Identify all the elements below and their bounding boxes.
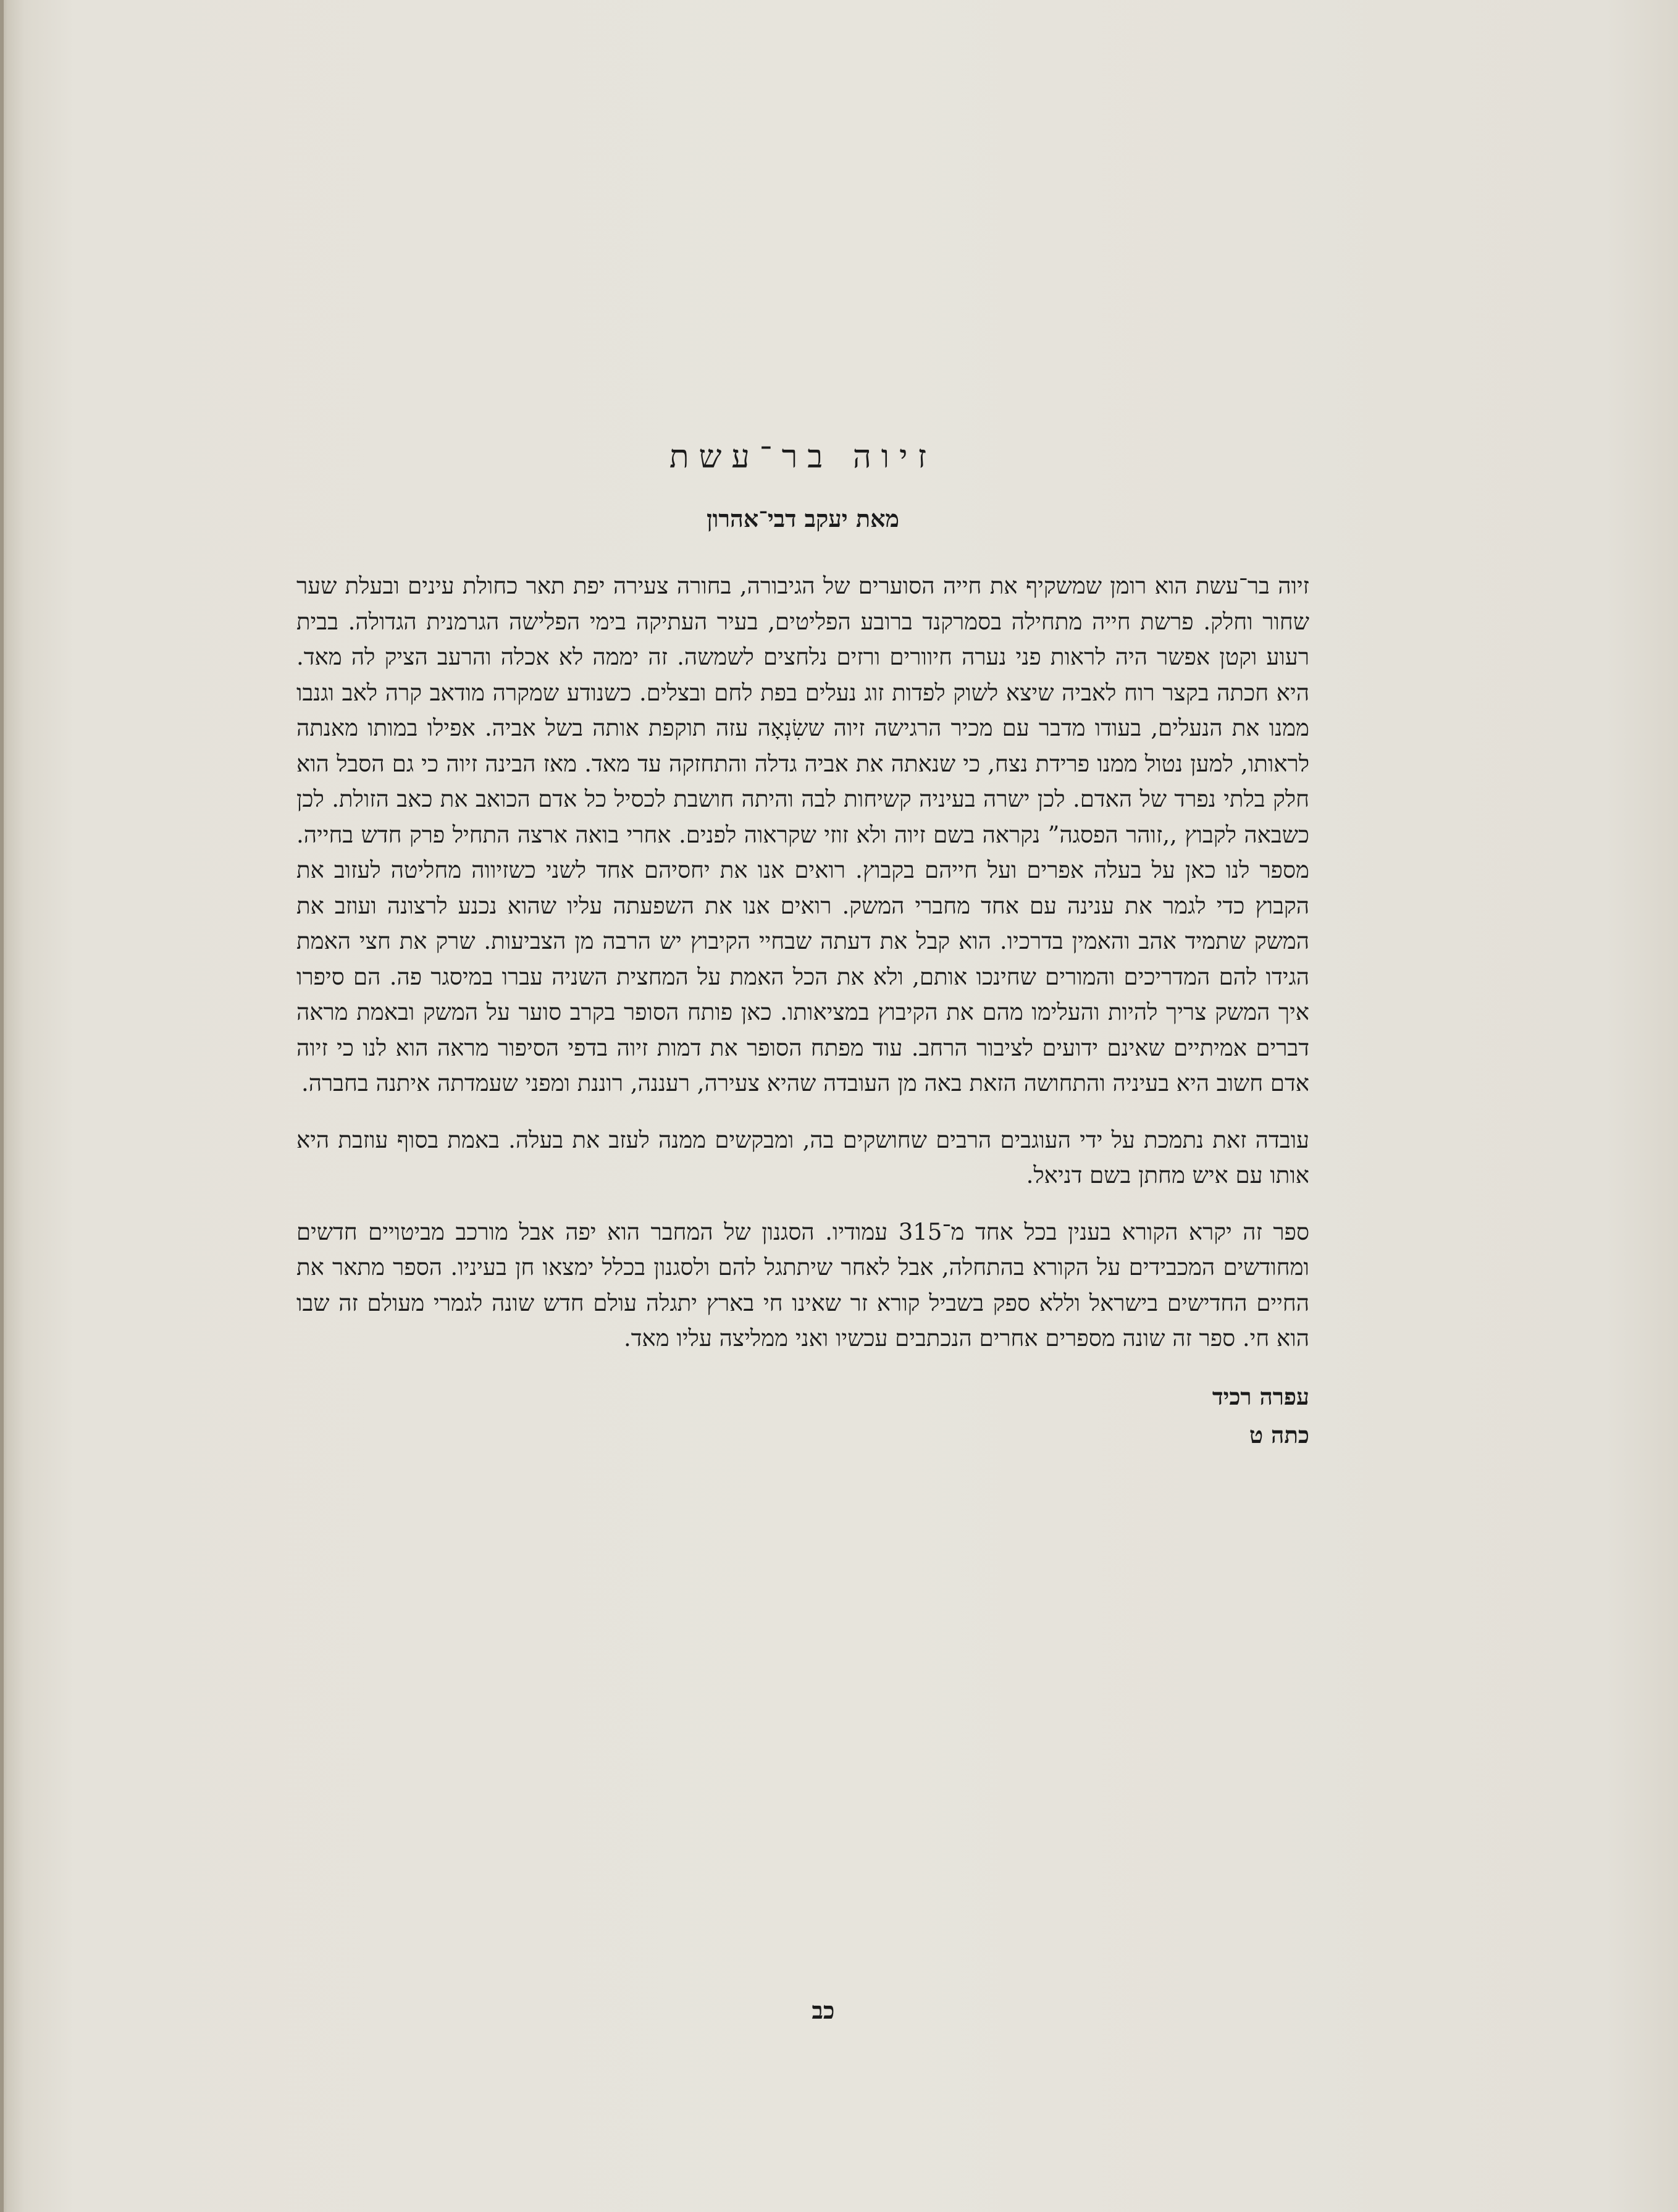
article-paragraph-1: זיוה בר־עשת הוא רומן שמשקיף את חייה הסוערים של הגיבורה, בחורה צעירה יפת תאר כחולת עינים ובעלת שער שחור וחלק. פרשת חייה מתחילה בסמרקנד ברובע הפליטים, בעיר העתיקה בימי הפלישה הגרמנית הגדולה. בבית רעוע וקטן אפשר היה לראות פני נערה חיוורים ורזים נלחצים לשמשה. זה יממה לא אכלה והרעב הציק לה מאד. היא חכתה בקצר רוח לאביה שיצא לשוק לפדות זוג נעלים בפת לחם ובצלים. כשנודע שמקרה מודאב קרה לאב וגנבו ממנו את הנעלים, בעודו מדבר עם מכיר הרגישה זיוה ששִׂנְאָה עזה תוקפת אותה בשל אביה. אפילו במותו מאנתה לראותו, למען נטול ממנו פרידת נצח, כי שנאתה את אביה גדלה והתחזקה עד מאד. מאז הבינה זיוה כי גם הסבל הוא חלק בלתי נפרד של האדם. לכן ישרה בעיניה קשיחות לבה והיתה חושבת לכסיל כל אדם הכואב את כאב הזולת. לכן כשבאה לקבוץ ,,זוהר הפסגה” נקראה בשם זיוה ולא זוזי שקראוה לפנים. אחרי בואה ארצה התחיל פרק חדש בחייה. מספר לנו כאן על בעלה אפרים ועל חייהם בקבוץ. רואים אנו את יחסיהם אחד לשני כשזיווה מחליטה לעזוב את הקבוץ כדי לגמר את ענינה עם אחד מחברי המשק. רואים אנו את השפעתה עליו שהוא נכנע לרצונה ועוזב את המשק שתמיד אהב והאמין בדרכיו. הוא קבל את דעתה שבחיי הקיבוץ יש הרבה מן הצביעות. שרק את חצי האמת הגידו להם המדריכים והמורים שחינכו אותם, ולא את הכל האמת על המחצית השניה עברו במיסגר פה. הם סיפרו איך המשק צריך להיות והעלימו מהם את הקיבוץ במציאותו. כאן פותח הסופר בקרב סוער על המשק ובאמת מראה דברים אמיתיים שאינם ידועים לציבור הרחב. עוד מפתח הסופר את דמות זיוה בדפי הסיפור מראה הוא לנו כי זיוה אדם חשוב היא בעיניה והתחושה הזאת באה מן העובדה שהיא צעירה, רעננה, רוננת ומפני שעמדתה איתנה בחברה. [296,573,1309,1096]
signature-name: עפרה רכיד [1212,1382,1309,1410]
signature [296,1377,1309,1454]
article-title: זיוה בר־עשת [669,439,937,476]
signature-class: כתה ט [1249,1421,1309,1449]
page-binding-edge [0,0,4,2212]
article [296,432,1309,1454]
article-byline: מאת יעקב דבי־אהרון [706,505,900,532]
article-paragraph-3: ספר זה יקרא הקורא בענין בכל אחד מ־315 עמודיו. הסגנון של המחבר הוא יפה אבל מורכב מביטויים חדשים ומחודשים המכבידים על הקורא בהתחלה, אבל לאחר שיתתגל להם ולסגנון בכלל ימצאו חן בעיניו. הספר מתאר את החיים החדישים בישראל וללא ספק בשביל קורא זר שאינו חי בארץ יתגלה עולם חדש שונה לגמרי מעולם זה שבו הוא חי. ספר זה שונה מספרים אחרים הנכתבים עכשיו ואני ממליצה עליו מאד. [296,1218,1309,1352]
article-paragraph-2: עובדה זאת נתמכת על ידי העוגבים הרבים שחושקים בה, ומבקשים ממנה לעזב את בעלה. באמת בסוף עוזבת היא אותו עם איש מחתן בשם דניאל. [296,1126,1309,1188]
page-number: כב [812,1996,835,2024]
